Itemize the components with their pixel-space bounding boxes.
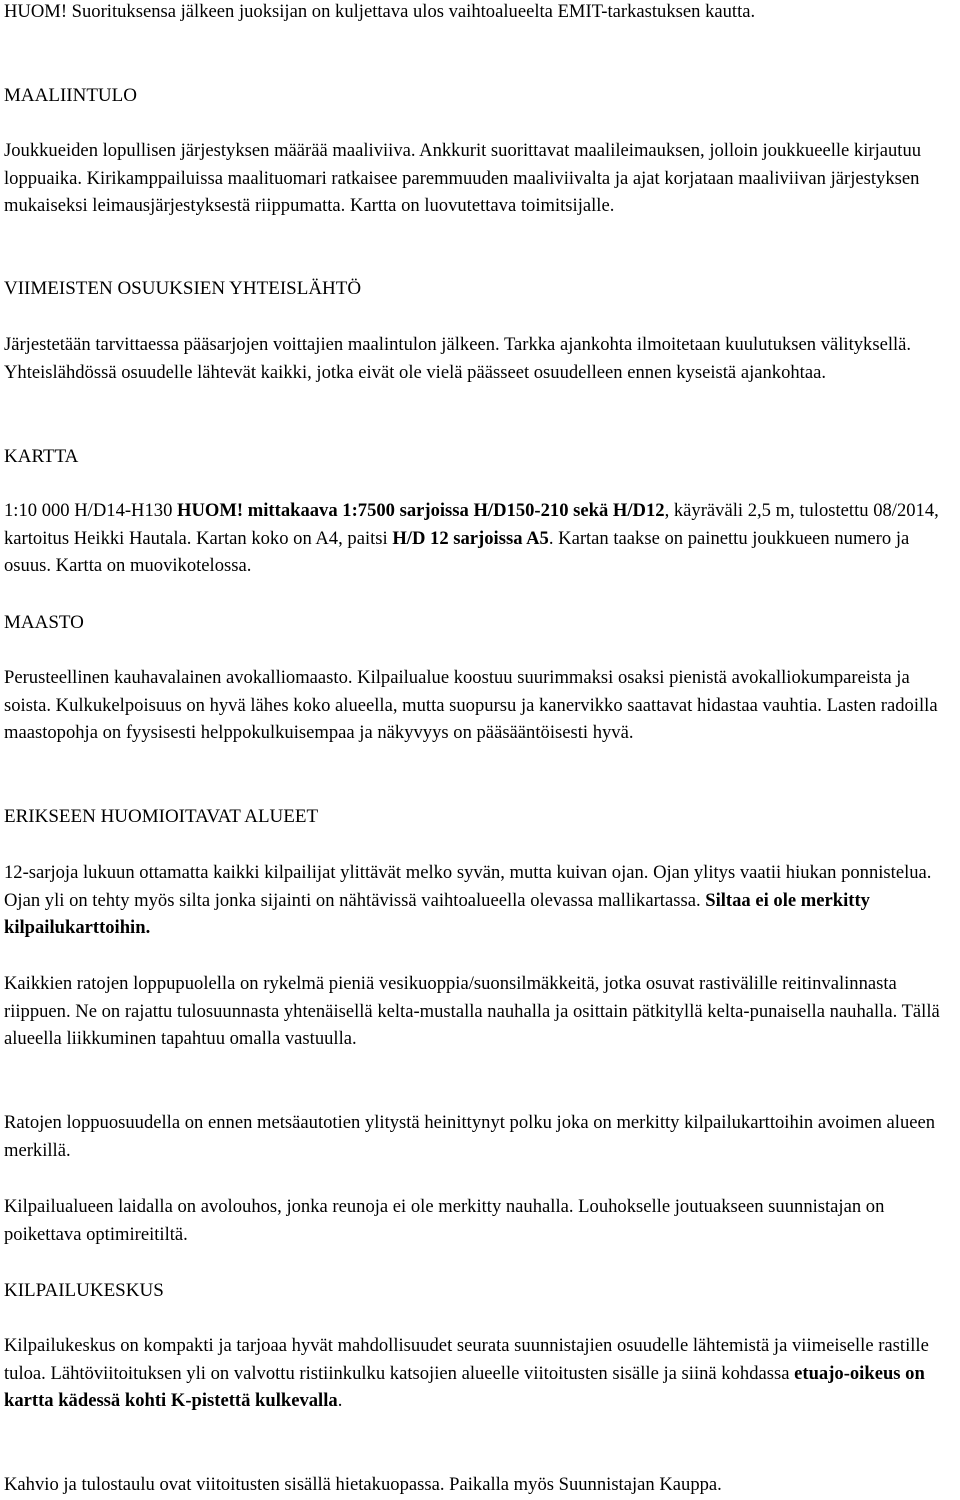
- heading-erikseen: ERIKSEEN HUOMIOITAVAT ALUEET: [4, 806, 319, 827]
- kilpailukeskus-text: Kilpailukeskus on kompakti ja tarjoaa hyvät mahdollisuudet seurata suunnistajien osuudelle lähtemistä ja viimeiselle rastille tuloa. Lähtöviitoituksen yli on valvottu ristiinkulku katsojien alueelle viitoitusten sisälle ja siinä kohdassa: [4, 1335, 929, 1384]
- kartta-text-3: . Kartan taakse on painettu joukkueen numero ja osuus. Kartta on muovikotelossa.: [4, 527, 910, 577]
- kartta-bold-size: H/D 12 sarjoissa A5: [392, 527, 549, 549]
- paragraph-maasto: Perusteellinen kauhavalainen avokalliomaasto. Kilpailualue koostuu suurimmaksi osaksi pienistä avokalliokumpareista ja soista. Kulkukelpoisuus on hyvä lähes koko alueella, mutta suopursu ja kanervikko saattavat hidastaa vauhtia. Lasten radoilla maastopohja on fyysisesti helppokulkuisempaa ja näkyvyys on pääsääntöisesti hyvä.: [4, 667, 938, 744]
- kilpailukeskus-bold: etuajo-oikeus on kartta kädessä kohti K-pistettä kulkevalla: [4, 1362, 925, 1412]
- heading-yhteislahto: VIIMEISTEN OSUUKSIEN YHTEISLÄHTÖ: [4, 278, 362, 299]
- paragraph-yhteislahto: Järjestetään tarvittaessa pääsarjojen voittajien maalintulon jälkeen. Tarkka ajankohta ilmoitetaan kuulutuksen välityksellä. Yhteislähdössä osuudelle lähtevät kaikki, jotka eivät ole vielä päässeet osuudelleen ennen kyseistä ajankohtaa.: [4, 334, 912, 383]
- heading-kilpailukeskus: KILPAILUKESKUS: [4, 1280, 164, 1301]
- paragraph-maaliintulo: Joukkueiden lopullisen järjestyksen määrää maaliviiva. Ankkurit suorittavat maalileimauksen, jolloin joukkueelle kirjautuu loppuaika. Kirikamppailuissa maalituomari ratkaisee paremmuuden maaliviivalta ja ajat korjataan maaliviivan järjestyksen mukaiseksi leimausjärjestyksestä riippumatta. Kartta on luovutettava toimitsijalle.: [4, 140, 922, 217]
- erikseen-oja-text: 12-sarjoja lukuun ottamatta kaikki kilpailijat ylittävät melko syvän, mutta kuivan ojan. Ojan ylitys vaatii hiukan ponnistelua. Ojan yli on tehty myös silta jonka sijainti on nähtävissä vaihtoalueella olevassa mallikartassa.: [4, 862, 932, 911]
- paragraph-erikseen-vesikuopat: Kaikkien ratojen loppupuolella on rykelmä pieniä vesikuoppia/suonsilmäkkeitä, jotka osuvat rastivälille reitinvalinnasta riippuen. Ne on rajattu tulosuunnasta yhtenäisellä kelta-mustalla nauhalla ja osittain pätkityllä kelta-punaisella nauhalla. Tällä alueella liikkuminen tapahtuu omalla vastuulla.: [4, 973, 940, 1050]
- paragraph-kahvio: Kahvio ja tulostaulu ovat viitoitusten sisällä hietakuopassa. Paikalla myös Suunnistajan Kauppa.: [4, 1474, 722, 1495]
- kilpailukeskus-end: .: [337, 1390, 343, 1412]
- paragraph-erikseen-louhos: Kilpailualueen laidalla on avolouhos, jonka reunoja ei ole merkitty nauhalla. Louhokselle joutuakseen suunnistajan on poikettava optimireitiltä.: [4, 1196, 885, 1245]
- kartta-bold-scale: HUOM! mittakaava 1:7500 sarjoissa H/D150-210 sekä H/D12: [177, 500, 665, 521]
- paragraph-erikseen-oja: [4, 859, 952, 942]
- heading-kartta: KARTTA: [4, 446, 79, 467]
- paragraph-erikseen-polku: Ratojen loppuosuudella on ennen metsäautotien ylitystä heinittynyt polku joka on merkitty kilpailukarttoihin avoimen alueen merkillä.: [4, 1112, 936, 1161]
- erikseen-oja-bold: Siltaa ei ole merkitty kilpailukarttoihin.: [4, 889, 870, 939]
- heading-maasto: MAASTO: [4, 612, 84, 633]
- paragraph-kilpailukeskus: [4, 1332, 952, 1415]
- intro-paragraph: HUOM! Suorituksensa jälkeen juoksijan on kuljettava ulos vaihtoalueelta EMIT-tarkastuksen kautta.: [4, 1, 756, 22]
- paragraph-kartta: [4, 497, 952, 580]
- kartta-text-2: , käyräväli 2,5 m, tulostettu 08/2014, kartoitus Heikki Hautala. Kartan koko on A4, paitsi: [4, 500, 939, 549]
- kartta-text-1: 1:10 000 H/D14-H130: [4, 500, 178, 521]
- heading-maaliintulo: MAALIINTULO: [4, 85, 137, 106]
